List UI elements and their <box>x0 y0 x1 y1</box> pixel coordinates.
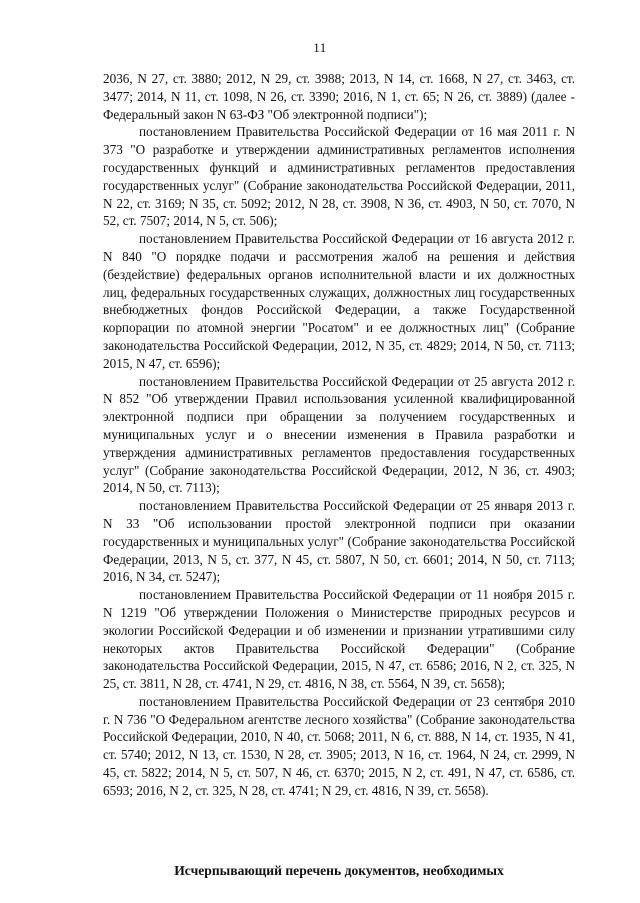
paragraph-resolution-373: постановлением Правительства Российской Федерации от 16 мая 2011 г. N 373 "О разработке и утверждении административных регламентов исполнения государственных функций и административных регламентов предоставления государственных услуг" (Собрание законодательства Российской Федерации, 2011, N 22, ст. 3169; N 35, ст. 5092; 2012, N 28, ст. 3908, N 36, ст. 4903, N 50, ст. 7070, N 52, ст. 7507; 2014, N 5, ст. 506); <box>103 124 575 229</box>
paragraph-continuation: 2036, N 27, ст. 3880; 2012, N 29, ст. 3988; 2013, N 14, ст. 1668, N 27, ст. 3463, ст. 3477; 2014, N 11, ст. 1098, N 26, ст. 3390; 2016, N 1, ст. 65; N 26, ст. 3889) (далее - Федеральный закон N 63-ФЗ "Об электронной подписи"); <box>103 71 575 122</box>
paragraph-resolution-852: постановлением Правительства Российской Федерации от 25 августа 2012 г. N 852 "Об утверждении Правил использования усиленной квалифицированной электронной подписи при обращении за получением государственных и муниципальных услуг и о внесении изменения в Правила разработки и утверждения административных регламентов предоставления государственных услуг" (Собрание законодательства Российской Федерации, 2012, N 36, ст. 4903; 2014, N 50, ст. 7113); <box>103 373 575 496</box>
paragraph-resolution-840: постановлением Правительства Российской Федерации от 16 августа 2012 г. N 840 "О порядке подачи и рассмотрения жалоб на решения и действия (бездействие) федеральных органов исполнительной власти и их должностных лиц, федеральных государственных служащих, должностных лиц государственных внебюджетных фондов Российской Федерации, а также Государственной корпорации по атомной энергии "Росатом" и ее должностных лиц" (Собрание законодательства Российской Федерации, 2012, N 35, ст. 4829; 2014, N 50, ст. 7113; 2015, N 47, ст. 6596); <box>103 231 575 371</box>
paragraph-resolution-1219: постановлением Правительства Российской Федерации от 11 ноября 2015 г. N 1219 "Об утверждении Положения о Министерстве природных ресурсов и экологии Российской Федерации и об изменении и признании утратившими силу некоторых актов Правительства Российской Федерации" (Собрание законодательства Российской Федерации, 2015, N 47, ст. 6586; 2016, N 2, ст. 325, N 25, ст. 3811, N 28, ст. 4741, N 29, ст. 4816, N 38, ст. 5564, N 39, ст. 5658); <box>103 587 575 692</box>
paragraph-resolution-33: постановлением Правительства Российской Федерации от 25 января 2013 г. N 33 "Об использовании простой электронной подписи при оказании государственных и муниципальных услуг" (Собрание законодательства Российской Федерации, 2013, N 5, ст. 377, N 45, ст. 5807, N 50, ст. 6601; 2014, N 50, ст. 7113; 2016, N 34, ст. 5247); <box>103 498 575 585</box>
page-number: 11 <box>313 40 327 55</box>
paragraph-resolution-736: постановлением Правительства Российской Федерации от 23 сентября 2010 г. N 736 "О Федеральном агентстве лесного хозяйства" (Собрание законодательства Российской Федерации, 2010, N 40, ст. 5068; 2011, N 6, ст. 888, N 14, ст. 1935, N 41, ст. 5740; 2012, N 13, ст. 1530, N 28, ст. 3905; 2013, N 16, ст. 1964, N 24, ст. 2999, N 45, ст. 5822; 2014, N 5, ст. 507, N 46, ст. 6370; 2015, N 2, ст. 491, N 47, ст. 6586, ст. 6593; 2016, N 2, ст. 325, N 28, ст. 4741; N 29, ст. 4816, N 39, ст. 5658). <box>103 693 575 798</box>
document-body <box>103 70 575 800</box>
section-heading: Исчерпывающий перечень документов, необходимых <box>174 863 504 878</box>
